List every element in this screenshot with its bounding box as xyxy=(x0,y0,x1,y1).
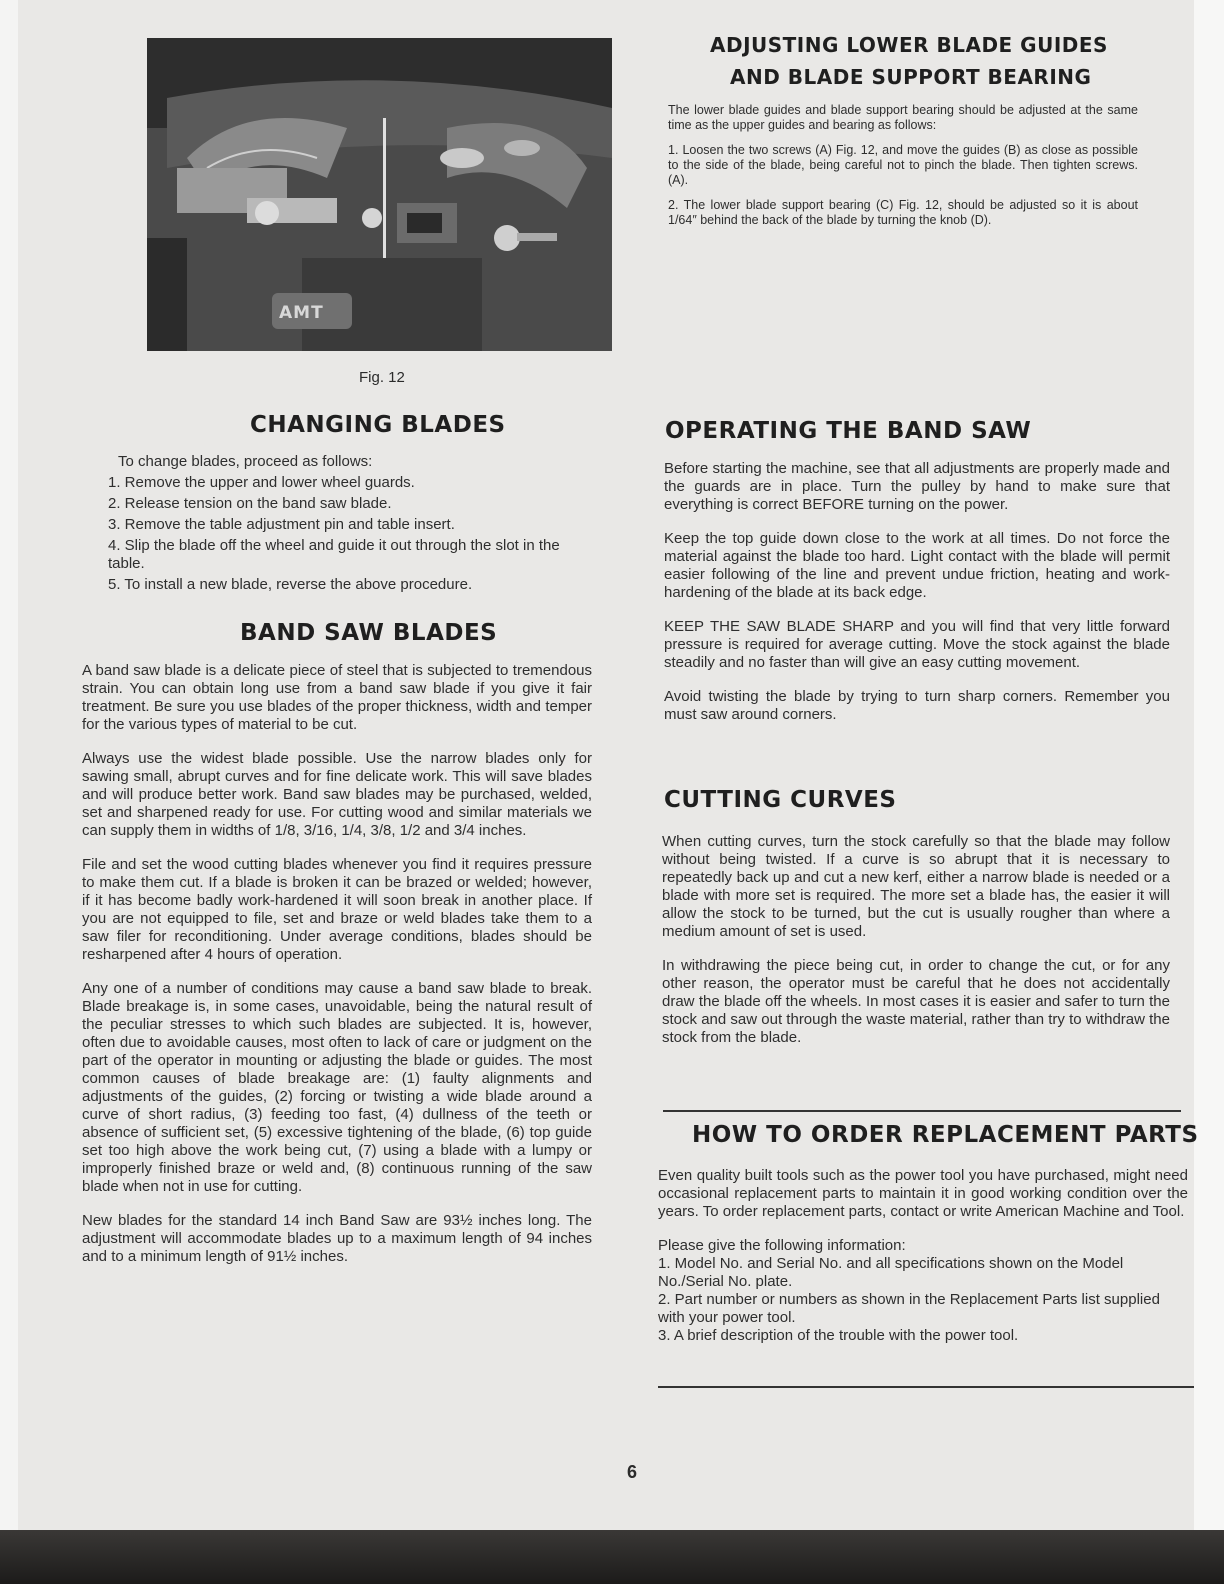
order-item: 2. Part number or numbers as shown in the Replacement Parts list supplied with your power tool. xyxy=(658,1291,1160,1326)
blades-section xyxy=(82,662,592,1282)
curves-paragraph: When cutting curves, turn the stock carefully so that the blade may follow without being twisted. If a curve is so abrupt that it is necessary to repeatedly back up and cut a new kerf, either a narrow blade is needed or a blade with more set is required. The more set a blade has, the easier it will allow the stock to be turned, but the cut is usually rougher than where a medium amount of set is used. xyxy=(662,833,1170,940)
adjusting-section xyxy=(668,103,1138,238)
blades-paragraph: Always use the widest blade possible. Use the narrow blades only for sawing small, abrupt curves and for fine delicate work. This will save blades and will produce better work. Band saw blades may be purchased, welded, set and sharpened ready for use. For cutting wood and similar materials we can supply them in widths of 1/8, 3/16, 1/4, 3/8, 1/2 and 3/4 inches. xyxy=(82,750,592,839)
page-number: 6 xyxy=(627,1462,638,1482)
changing-step: 3. Remove the table adjustment pin and table insert. xyxy=(108,516,455,533)
blades-paragraph: Any one of a number of conditions may cause a band saw blade to break. Blade breakage is, in some cases, unavoidable, being the natural result of the peculiar stresses to which such blades are subjected. It is, however, often due to avoidable causes, most often to lack of care or judgment on the part of the operator in mounting or adjusting the blade or guides. The most common causes of blade breakage are: (1) faulty alignments and adjustments of the guides, (2) forcing or twisting a wide blade around a curve of short radius, (3) feeding too fast, (4) dullness of the teeth or absence of sufficient set, (5) excessive tightening of the blade, (6) top guide set too high above the work being cut, (7) using a blade with a lumpy or improperly finished braze or weld and, (8) continuous running of the saw blade when not in use for cutting. xyxy=(82,980,592,1195)
adjusting-step-1: 1. Loosen the two screws (A) Fig. 12, and move the guides (B) as close as possible to the side of the blade, being careful not to pinch the blade. Then tighten screws. (A). xyxy=(668,143,1138,187)
manual-page xyxy=(18,0,1199,1530)
band-saw-photo xyxy=(147,38,612,351)
order-bottom-rule xyxy=(658,1386,1194,1388)
changing-intro: To change blades, proceed as follows: xyxy=(118,453,373,470)
changing-step: 5. To install a new blade, reverse the above procedure. xyxy=(108,576,473,593)
order-item: 3. A brief description of the trouble with the power tool. xyxy=(658,1327,1019,1344)
blades-paragraph: New blades for the standard 14 inch Band Saw are 93½ inches long. The adjustment will accommodate blades up to a maximum length of 94 inches and to a minimum length of 91½ inches. xyxy=(82,1212,592,1265)
adjusting-step-2: 2. The lower blade support bearing (C) Fig. 12, should be adjusted so it is about 1/64″ behind the back of the blade by turning the knob (D). xyxy=(668,198,1138,227)
adjusting-heading-line2: AND BLADE SUPPORT BEARING xyxy=(730,65,1092,89)
blades-heading: BAND SAW BLADES xyxy=(240,620,498,646)
operating-section xyxy=(664,460,1170,740)
operating-paragraph: KEEP THE SAW BLADE SHARP and you will find that very little forward pressure is required for average cutting. Move the stock against the blade steadily and no faster than will give an easy cutting movement. xyxy=(664,618,1170,671)
amt-logo: AMT xyxy=(279,303,324,323)
figure-caption: Fig. 12 xyxy=(359,369,405,386)
operating-heading: OPERATING THE BAND SAW xyxy=(665,418,1032,444)
order-intro: Even quality built tools such as the power tool you have purchased, might need occasional replacement parts to maintain it in good working condition over the years. To order replacement parts, contact or write American Machine and Tool. xyxy=(658,1167,1188,1220)
order-heading: HOW TO ORDER REPLACEMENT PARTS xyxy=(692,1122,1199,1148)
order-section xyxy=(658,1167,1188,1345)
blades-paragraph: A band saw blade is a delicate piece of steel that is subjected to tremendous strain. You can obtain long use from a band saw blade if you give it fair treatment. Be sure you use blades of the proper thickness, width and temper for the various types of material to be cut. xyxy=(82,662,592,733)
changing-step: 1. Remove the upper and lower wheel guards. xyxy=(108,474,415,491)
adjusting-intro: The lower blade guides and blade support bearing should be adjusted at the same time as the upper guides and bearing as follows: xyxy=(668,103,1138,132)
page-edge-right xyxy=(1194,0,1224,1530)
changing-step: 4. Slip the blade off the wheel and guide it out through the slot in the table. xyxy=(108,537,560,572)
band-saw-illustration xyxy=(147,38,612,351)
order-top-rule xyxy=(663,1110,1181,1112)
curves-paragraph: In withdrawing the piece being cut, in order to change the cut, or for any other reason, the operator must be careful that he does not accidentally draw the blade off the wheels. In most cases it is easier and safer to turn the stock and saw out through the waste material, rather than try to withdraw the stock from the blade. xyxy=(662,957,1170,1046)
changing-step: 2. Release tension on the band saw blade. xyxy=(108,495,392,512)
curves-heading: CUTTING CURVES xyxy=(664,787,897,813)
order-list-intro: Please give the following information: xyxy=(658,1237,906,1254)
changing-section xyxy=(108,453,593,597)
adjusting-heading-line1: ADJUSTING LOWER BLADE GUIDES xyxy=(710,33,1108,57)
blades-paragraph: File and set the wood cutting blades whenever you find it requires pressure to make them cut. If a blade is broken it can be brazed or welded; however, if it has become badly work-hardened it will soon break in another place. If you are not equipped to file, set and braze or weld blades take them to a saw filer for reconditioning. Under average conditions, blades should be resharpened after 4 hours of operation. xyxy=(82,856,592,963)
operating-paragraph: Avoid twisting the blade by trying to turn sharp corners. Remember you must saw around corners. xyxy=(664,688,1170,723)
operating-paragraph: Before starting the machine, see that all adjustments are properly made and the guards are in place. Turn the pulley by hand to make sure that everything is correct BEFORE turning on the power. xyxy=(664,460,1170,513)
operating-paragraph: Keep the top guide down close to the work at all times. Do not force the material against the blade too hard. Light contact with the blade will permit easier following of the line and prevent undue friction, heating and work-hardening of the blade at its back edge. xyxy=(664,530,1170,601)
curves-section xyxy=(662,833,1170,1063)
changing-heading: CHANGING BLADES xyxy=(250,412,506,438)
order-item: 1. Model No. and Serial No. and all specifications shown on the Model No./Serial No. plate. xyxy=(658,1255,1124,1290)
background-surface xyxy=(0,1530,1224,1584)
page-edge-left xyxy=(0,0,18,1530)
